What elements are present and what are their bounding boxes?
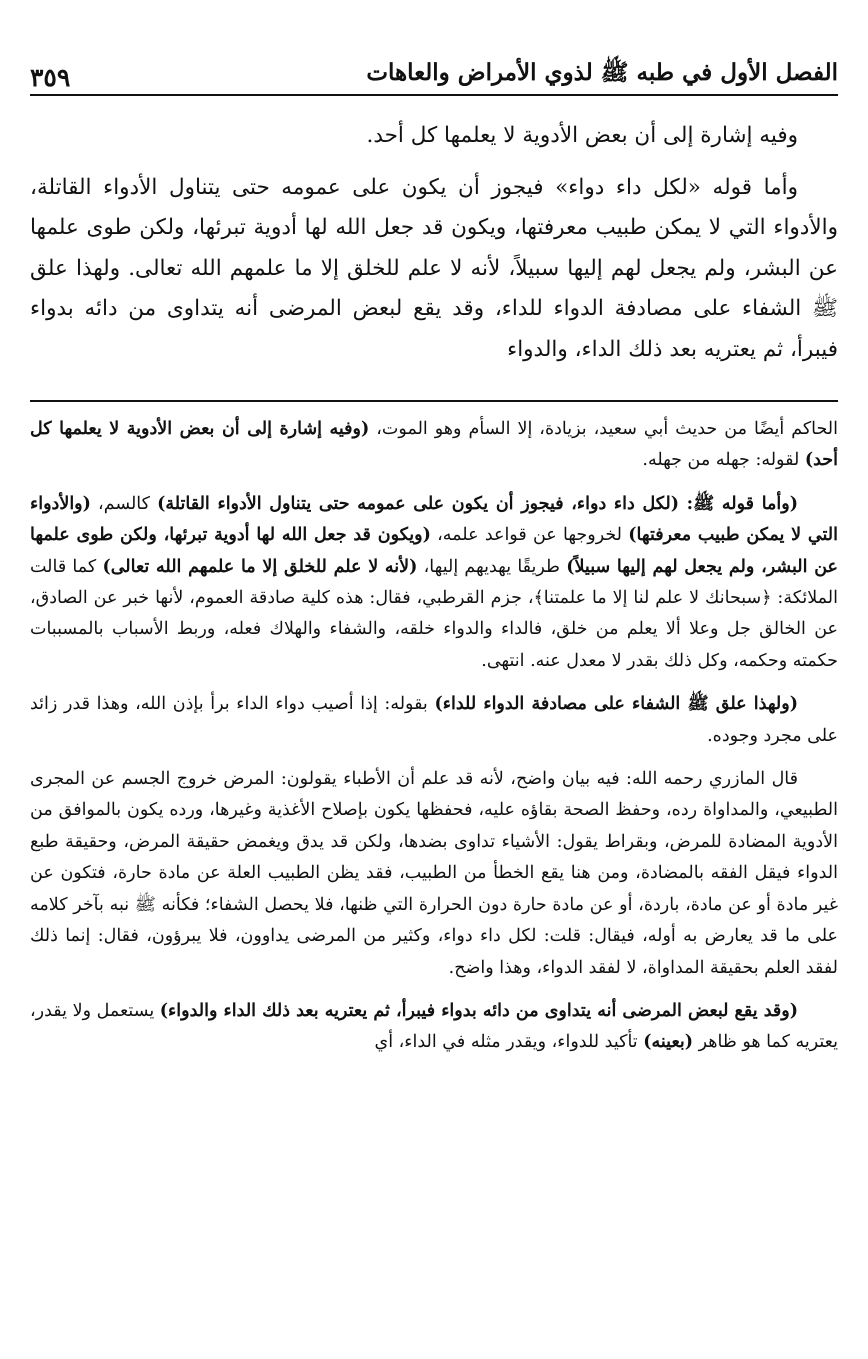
text-run: طريقًا يهديهم إليها، [417, 556, 567, 577]
quoted-matn: (وفيه إشارة إلى أن بعض الأدوية لا يعلمها كل أحد) [30, 419, 838, 471]
text-run: يستعمل ولا يقدر، يعتريه كما هو ظاهر [30, 1000, 838, 1053]
quoted-matn: (وقد يقع لبعض المرضى أنه يتداوى من دائه بدواء فيبرأ، ثم يعتريه بعد ذلك الداء والدواء) [159, 1000, 798, 1021]
commentary-paragraph-4: قال المازري رحمه الله: فيه بيان واضح، لأنه قد علم أن الأطباء يقولون: المرض خروج الجسم عن المجرى الطبيعي، والمداواة رده، وحفظ الصحة بقاؤه عليه، فحفظها يكون بإصلاح الأغذية وغيرها، ورده يكون بالموافق من الأدوية المضادة للمرض، وبقراط يقول: الأشياء تداوى بضدها، ولكن قد يدق ويغمض حقيقة المرض، وحقيقة طبع الدواء فيقل الفقه بالمضادة، ومن هنا يقع الخطأ من الطبيب، فقد يظن الطبيب العلة عن مادة حارة، فتكون عن غير مادة أو عن مادة، باردة، أو عن مادة حارة دون الحرارة التي ظنها، فلا يحصل الشفاء؛ فكأنه ﷺ نبه بآخر كلامه على ما قد يعارض به أوله، فيقال: قلت: لكل داء دواء، وكثير من المرضى يداوون، فلا يبرؤون، فقال: إنما ذلك لفقد العلم بحقيقة المداواة، لا لفقد الدواء، وهذا واضح. [30, 769, 838, 978]
quoted-matn: (لأنه لا علم للخلق إلا ما علمهم الله تعالى) [102, 556, 418, 577]
main-text [30, 116, 838, 381]
text-run: بقوله: إذا أصيب دواء الداء برأ بإذن الله، وهذا قدر زائد على مجرد وجوده. [30, 694, 838, 746]
quoted-matn: (والأدواء التي لا يمكن طبيب معرفتها) [30, 493, 838, 546]
chapter-title: الفصل الأول في طبه ﷺ لذوي الأمراض والعاهات [366, 59, 838, 86]
page-number: ٣٥٩ [30, 63, 71, 92]
header-rule [30, 94, 838, 96]
text-run: كما قالت الملائكة: ﴿سبحانك لا علم لنا إلا ما علمتنا﴾، جزم القرطبي، فقال: هذه كلية صادقة العموم، لأنها خبر عن الصادق، عن الخالق جل وعلا ألا يعلم من خلق، فالداء والدواء خلقه، والشفاء والهلاك فعله، وربط الأسباب بالمسببات حكمته وحكمه، وكل ذلك بقدر لا معدل عنه. انتهى. [30, 556, 838, 671]
text-run: الحاكم أيضًا من حديث أبي سعيد، بزيادة، إلا السأم وهو الموت، [369, 419, 839, 439]
footnote-separator [30, 400, 838, 402]
commentary-paragraph-5 [30, 996, 838, 1059]
text-run: تأكيد للدواء، ويقدر مثله في الداء، أي [374, 1032, 644, 1053]
quoted-matn: (ولهذا علق ﷺ الشفاء على مصادفة الدواء للداء) [434, 694, 798, 715]
main-paragraph-1: وفيه إشارة إلى أن بعض الأدوية لا يعلمها كل أحد. [366, 123, 798, 148]
quoted-matn: (ويكون قد جعل الله لها أدوية تبرئها، ولكن طوى علمها عن البشر، ولم يجعل لهم إليها سبيلاً) [30, 525, 838, 577]
commentary-text [30, 414, 838, 1071]
quoted-matn: (وأما قوله ﷺ: (لكل داء دواء، فيجوز أن يكون على عمومه حتى يتناول الأدواء القاتلة) [157, 493, 798, 514]
text-run: كالسم، [90, 493, 158, 514]
page-header [30, 50, 838, 92]
main-paragraph-2: وأما قوله «لكل داء دواء» فيجوز أن يكون على عمومه حتى يتناول الأدواء القاتلة، والأدواء التي لا يمكن طبيب معرفتها، ويكون قد جعل الله لها أدوية تبرئها، ولكن طوى علمها عن البشر، ولم يجعل لهم إليها سبيلاً، لأنه لا علم للخلق إلا ما علمهم الله تعالى. ولهذا علق ﷺ الشفاء على مصادفة الدواء للداء، وقد يقع لبعض المرضى أنه يتداوى من دائه بدواء فيبرأ، ثم يعتريه بعد ذلك الداء، والدواء [30, 174, 838, 362]
commentary-paragraph-1 [30, 414, 838, 477]
commentary-paragraph-2 [30, 489, 838, 677]
text-run: لقوله: جهله من جهله. [642, 450, 805, 471]
commentary-paragraph-3 [30, 689, 838, 752]
text-run: لخروجها عن قواعد علمه، [430, 525, 629, 546]
quoted-matn: (بعينه) [643, 1032, 694, 1053]
